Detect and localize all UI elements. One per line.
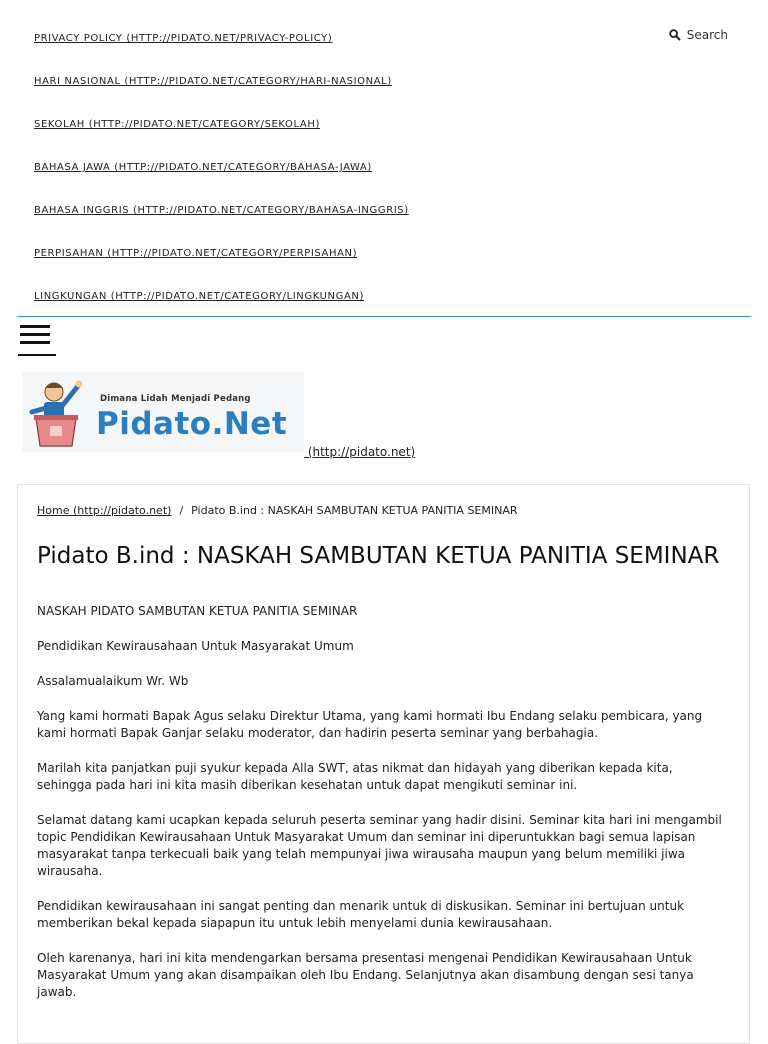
breadcrumb-separator: / (179, 504, 184, 517)
nav-menu (34, 30, 409, 331)
article-paragraph: Selamat datang kami ucapkan kepada seluruh peserta seminar yang hadir disini. Seminar kita hari ini mengambil topic Pendidikan Kewirausahaan Untuk Masyarakat Umum dan seminar ini diperuntukkan bagi semua lapisan masyarakat tanpa terkecuali baik yang telah mempunyai jiwa wirausaha maupun yang belum memiliki jiwa wirausaha. (37, 813, 722, 878)
nav-link-lingkungan[interactable]: LINGKUNGAN (HTTP://PIDATO.NET/CATEGORY/LINGKUNGAN) (34, 291, 364, 302)
nav-item (34, 202, 409, 245)
breadcrumb (37, 504, 518, 517)
menu-icon-bar (20, 341, 50, 344)
nav-item (34, 73, 409, 116)
article-body (37, 603, 727, 1019)
top-navigation (0, 0, 768, 316)
nav-item (34, 30, 409, 73)
site-logo[interactable] (22, 372, 304, 452)
article-paragraph: Assalamualaikum Wr. Wb (37, 674, 189, 688)
article-paragraph: Oleh karenanya, hari ini kita mendengarkan bersama presentasi mengenai Pendidikan Kewirausahaan Untuk Masyarakat Umum yang akan disampaikan oleh Ibu Endang. Selanjutnya akan disambung dengan sesi tanya jawab. (37, 951, 694, 999)
article-card (17, 484, 750, 1044)
search-icon (669, 29, 681, 41)
article-paragraph: Marilah kita panjatkan puji syukur kepada Alla SWT, atas nikmat dan hidayah yang diberikan kepada kita, sehingga pada hari ini kita masih diberikan kesehatan untuk dapat mengikuti seminar ini. (37, 761, 673, 792)
nav-item (34, 116, 409, 159)
article-paragraph: NASKAH PIDATO SAMBUTAN KETUA PANITIA SEMINAR (37, 604, 358, 618)
breadcrumb-home-link[interactable]: Home (http://pidato.net) (37, 504, 172, 517)
nav-link-hari-nasional[interactable]: HARI NASIONAL (HTTP://PIDATO.NET/CATEGORY/HARI-NASIONAL) (34, 76, 392, 87)
article-paragraph: Yang kami hormati Bapak Agus selaku Direktur Utama, yang kami hormati Ibu Endang selaku pembicara, yang kami hormati Bapak Ganjar selaku moderator, dan hadirin peserta seminar yang berbahagia. (37, 709, 703, 740)
menu-icon-bar (18, 354, 56, 356)
nav-divider (17, 316, 751, 317)
menu-icon-bar (20, 325, 50, 328)
search-button[interactable] (669, 28, 728, 42)
nav-link-bahasa-inggris[interactable]: BAHASA INGGRIS (HTTP://PIDATO.NET/CATEGORY/BAHASA-INGGRIS) (34, 205, 409, 216)
article-paragraph: Pendidikan Kewirausahaan Untuk Masyarakat Umum (37, 639, 354, 653)
menu-icon-bar (20, 333, 50, 336)
search-label: Search (686, 28, 728, 42)
logo-brand: Pidato.Net (96, 406, 288, 442)
menu-toggle-button[interactable] (18, 323, 56, 357)
breadcrumb-current: Pidato B.ind : NASKAH SAMBUTAN KETUA PANITIA SEMINAR (191, 504, 518, 517)
site-logo-area (22, 372, 442, 462)
nav-item (34, 288, 409, 331)
nav-item (34, 245, 409, 288)
nav-link-sekolah[interactable]: SEKOLAH (HTTP://PIDATO.NET/CATEGORY/SEKOLAH) (34, 119, 320, 130)
nav-item (34, 159, 409, 202)
nav-link-privacy-policy[interactable]: PRIVACY POLICY (HTTP://PIDATO.NET/PRIVACY-POLICY) (34, 33, 333, 44)
article-paragraph: Pendidikan kewirausahaan ini sangat penting dan menarik untuk di diskusikan. Seminar ini bertujuan untuk memberikan bekal kepada siapapun itu untuk lebih menyelami dunia kewirausahaan. (37, 899, 685, 930)
nav-link-perpisahan[interactable]: PERPISAHAN (HTTP://PIDATO.NET/CATEGORY/PERPISAHAN) (34, 248, 358, 259)
speaker-podium-icon (26, 378, 92, 448)
home-logo-link[interactable]: (http://pidato.net) (304, 445, 416, 459)
page-title: Pidato B.ind : NASKAH SAMBUTAN KETUA PANITIA SEMINAR (37, 543, 720, 569)
nav-link-bahasa-jawa[interactable]: BAHASA JAWA (HTTP://PIDATO.NET/CATEGORY/BAHASA-JAWA) (34, 162, 372, 173)
logo-tagline: Dimana Lidah Menjadi Pedang (100, 394, 251, 404)
